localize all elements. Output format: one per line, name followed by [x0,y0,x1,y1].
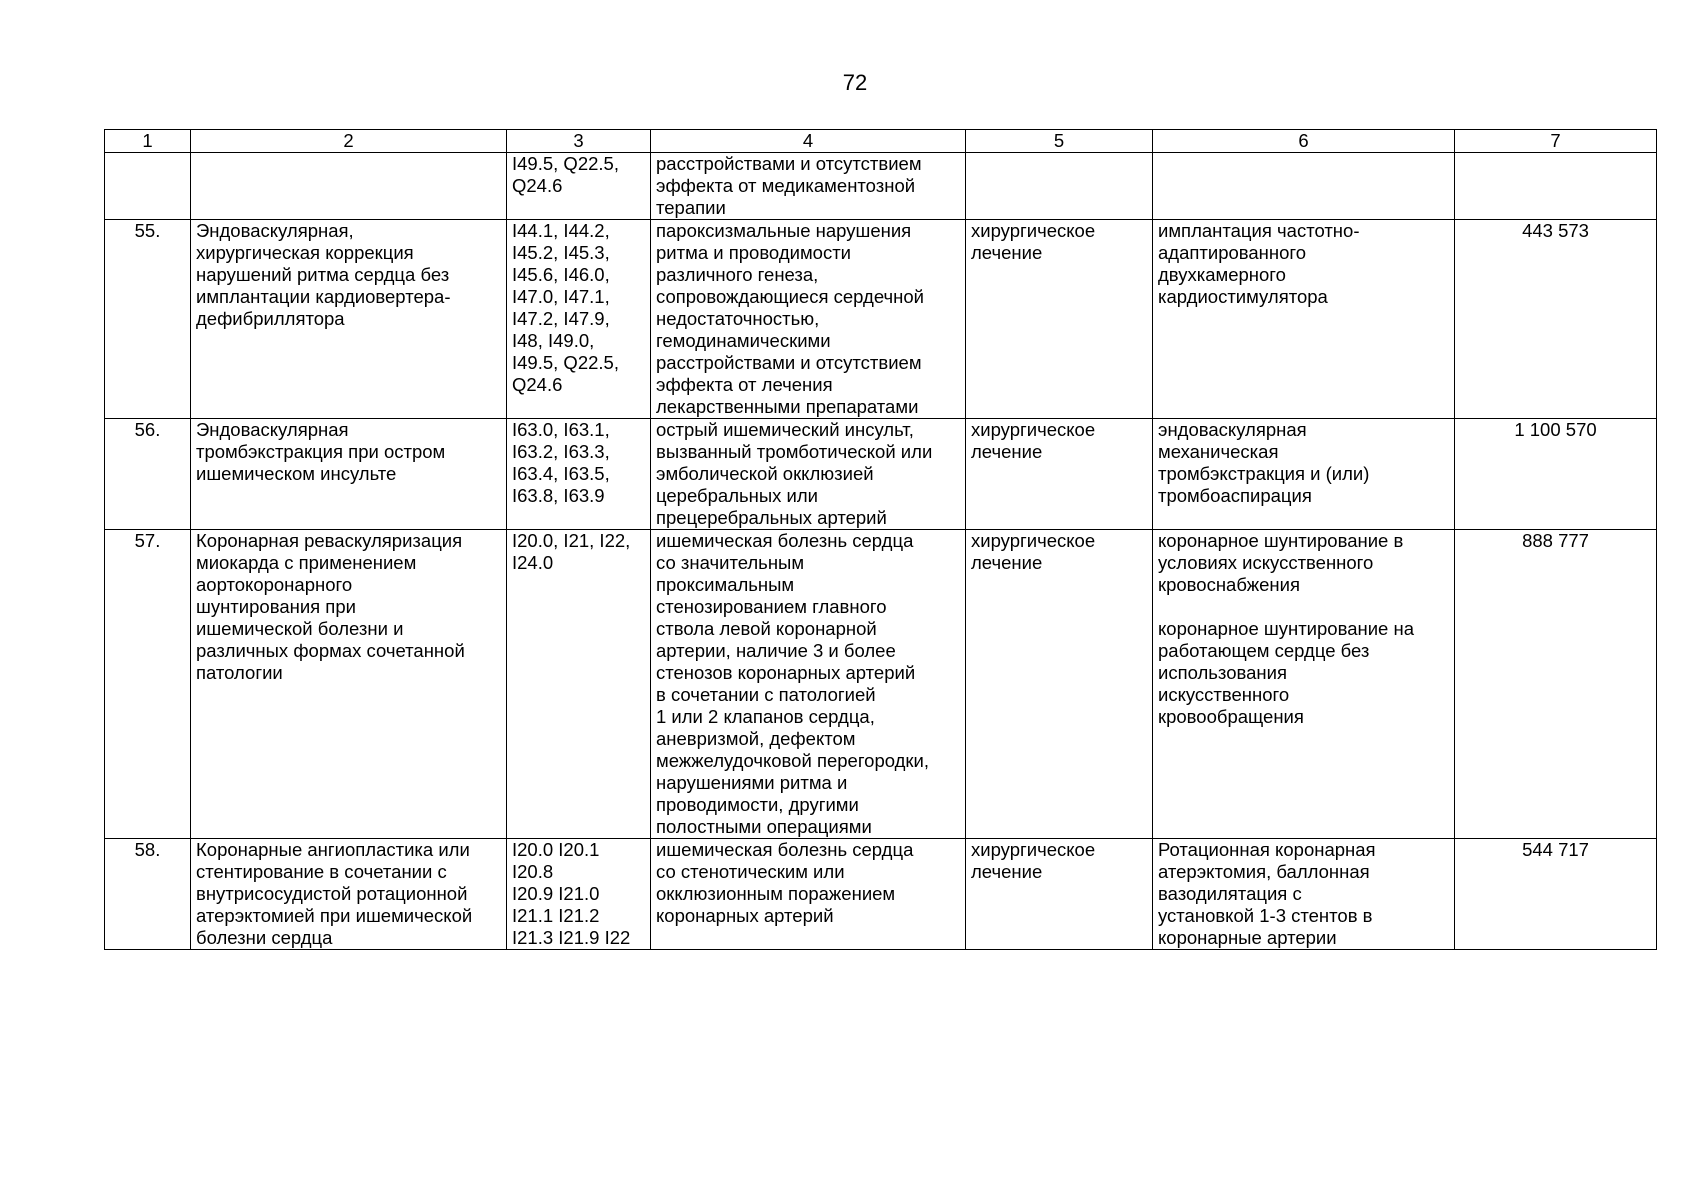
column-header-2: 2 [191,130,507,153]
column-header-3: 3 [507,130,651,153]
column-header-6: 6 [1153,130,1455,153]
table-header-row [105,130,1657,153]
page-number: 72 [842,70,868,95]
patient-model: пароксизмальные нарушения ритма и проводимости различного генеза, сопровождающиеся сердечной недостаточностью, гемодинамическими расстройствами и отсутствием эффекта от лечения лекарственными препаратами [651,220,966,419]
treatment-method: коронарное шунтирование в условиях искусственного кровоснабжения коронарное шунтирование на работающем сердце без использования искусственного кровообращения [1153,530,1455,839]
cost-value: 1 100 570 [1455,419,1657,530]
row-number: 58. [105,839,191,950]
icd-codes: I63.0, I63.1, I63.2, I63.3, I63.4, I63.5, I63.8, I63.9 [507,419,651,530]
icd-codes: I44.1, I44.2, I45.2, I45.3, I45.6, I46.0, I47.0, I47.1, I47.2, I47.9, I48, I49.0, I49.5, Q22.5, Q24.6 [507,220,651,419]
cost-value: 443 573 [1455,220,1657,419]
treatment-method: имплантация частотно- адаптированного двухкамерного кардиостимулятора [1153,220,1455,419]
column-header-7: 7 [1455,130,1657,153]
patient-model: расстройствами и отсутствием эффекта от медикаментозной терапии [651,153,966,220]
medical-care-table [104,129,1657,950]
column-header-5: 5 [966,130,1153,153]
care-type-name: Эндоваскулярная, хирургическая коррекция нарушений ритма сердца без имплантации кардиовертера- дефибриллятора [191,220,507,419]
treatment-method: Ротационная коронарная атерэктомия, баллонная вазодилятация с установкой 1-3 стентов в коронарные артерии [1153,839,1455,950]
care-type-name: Коронарные ангиопластика или стентирование в сочетании с внутрисосудистой ротационной атерэктомией при ишемической болезни сердца [191,839,507,950]
row-number: 55. [105,220,191,419]
table-row [105,220,1657,419]
row-number: 57. [105,530,191,839]
treatment-type: хирургическое лечение [966,220,1153,419]
treatment-type: хирургическое лечение [966,839,1153,950]
cost-value: 888 777 [1455,530,1657,839]
table-row [105,419,1657,530]
care-type-name: Эндоваскулярная тромбэкстракция при остром ишемическом инсульте [191,419,507,530]
column-header-4: 4 [651,130,966,153]
treatment-type: хирургическое лечение [966,530,1153,839]
care-type-name [191,153,507,220]
treatment-type: хирургическое лечение [966,419,1153,530]
patient-model: ишемическая болезнь сердца со стенотическим или окклюзионным поражением коронарных артерий [651,839,966,950]
row-number [105,153,191,220]
patient-model: острый ишемический инсульт, вызванный тромботической или эмболической окклюзией церебральных или прецеребральных артерий [651,419,966,530]
icd-codes: I49.5, Q22.5, Q24.6 [507,153,651,220]
care-type-name: Коронарная реваскуляризация миокарда с применением аортокоронарного шунтирования при ишемической болезни и различных формах сочетанной патологии [191,530,507,839]
treatment-method [1153,153,1455,220]
icd-codes: I20.0, I21, I22, I24.0 [507,530,651,839]
cost-value [1455,153,1657,220]
patient-model: ишемическая болезнь сердца со значительным проксимальным стенозированием главного ствола левой коронарной артерии, наличие 3 и более стенозов коронарных артерий в сочетании с патологией 1 или 2 клапанов сердца, аневризмой, дефектом межжелудочковой перегородки, нарушениями ритма и проводимости, другими полостными операциями [651,530,966,839]
table-row [105,530,1657,839]
treatment-method: эндоваскулярная механическая тромбэкстракция и (или) тромбоаспирация [1153,419,1455,530]
treatment-type [966,153,1153,220]
column-header-1: 1 [105,130,191,153]
icd-codes: I20.0 I20.1 I20.8 I20.9 I21.0 I21.1 I21.2 I21.3 I21.9 I22 [507,839,651,950]
cost-value: 544 717 [1455,839,1657,950]
table-row [105,153,1657,220]
row-number: 56. [105,419,191,530]
table-row [105,839,1657,950]
